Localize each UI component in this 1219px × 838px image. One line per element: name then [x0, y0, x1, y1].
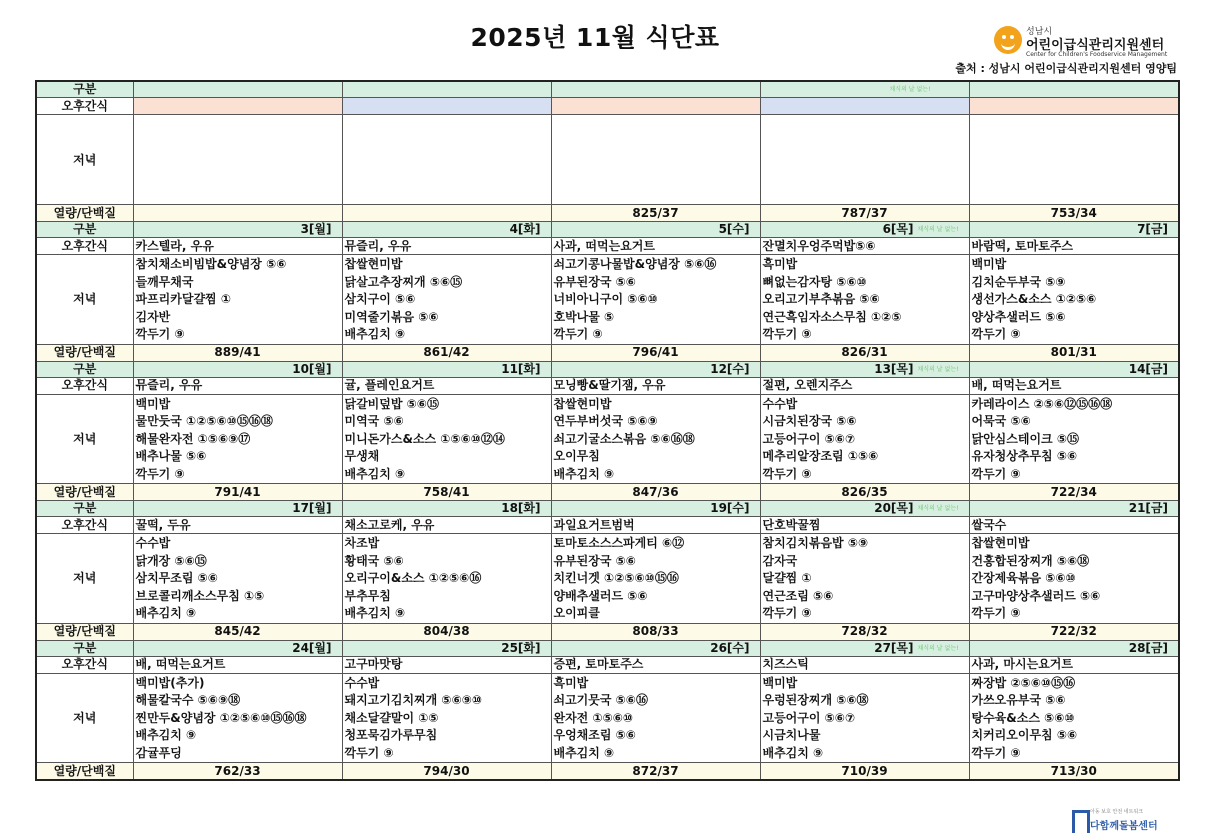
- menu-item: 깍두기 ⑨: [553, 327, 603, 341]
- menu-item: 고등어구이 ⑤⑥⑦: [762, 710, 856, 725]
- nutrition-cell: [342, 205, 551, 222]
- menu-item: 닭개장 ⑤⑥⑮: [135, 553, 207, 568]
- day-header: [760, 640, 969, 656]
- day-label: 12[수]: [710, 361, 750, 376]
- menu-item: 들깨무채국: [135, 274, 194, 289]
- nutrition-cell: 826/31: [760, 344, 969, 361]
- menu-item: 김자반: [135, 309, 171, 324]
- logo-name: 어린이급식관리지원센터: [1026, 38, 1165, 53]
- menu-item: 연근흑임자소스무침 ①②⑤: [762, 309, 902, 324]
- day-header: [969, 222, 1179, 238]
- smile-logo-icon: [994, 26, 1022, 54]
- menu-item: 유부된장국 ⑤⑥: [553, 553, 636, 568]
- menu-item: 우엉채조림 ⑤⑥: [553, 728, 636, 742]
- nutrition-row: [36, 484, 1179, 501]
- menu-item: 배추김치 ⑨: [135, 728, 197, 742]
- day-label: 13[목]: [874, 361, 914, 376]
- day-label: 24[월]: [292, 640, 332, 655]
- snack-cell: 뮤즐리, 우유: [342, 238, 551, 255]
- vegetarian-badge: 채식의 날 없는!: [889, 86, 931, 93]
- footer-name: 다함께돌봄센터: [1090, 821, 1158, 832]
- row-label-header: 구분: [36, 361, 133, 377]
- snack-row: [36, 517, 1179, 534]
- menu-item: 백미밥(추가): [135, 675, 205, 690]
- care-center-icon: [1072, 810, 1090, 833]
- footer-logo: [1072, 808, 1162, 832]
- logo-english: Center for Children's Foodservice Management: [1026, 51, 1168, 58]
- snack-cell: 치즈스틱: [760, 656, 969, 673]
- dinner-row: [36, 115, 1179, 205]
- snack-cell: 증편, 토마토주스: [551, 656, 760, 673]
- day-label: 25[화]: [501, 640, 541, 655]
- menu-item: 배추김치 ⑨: [344, 327, 406, 341]
- dinner-cell: [969, 534, 1179, 624]
- menu-item: 파프리카달걀찜 ①: [135, 292, 231, 306]
- day-header: [342, 81, 551, 98]
- day-header: [969, 361, 1179, 377]
- day-label: 10[월]: [292, 361, 332, 376]
- header-row: [36, 640, 1179, 656]
- day-label: 20[목]: [874, 501, 914, 515]
- snack-cell: 과일요거트범벅: [551, 517, 760, 534]
- menu-item: 깍두기 ⑨: [762, 327, 812, 341]
- day-header: [760, 81, 969, 98]
- day-header: [760, 361, 969, 377]
- day-header: [342, 222, 551, 238]
- menu-item: 흑미밥: [553, 675, 589, 690]
- menu-item: 닭안심스테이크 ⑤⑮: [971, 431, 1079, 446]
- header-row: [36, 501, 1179, 517]
- dinner-cell: [760, 255, 969, 345]
- day-header: [551, 81, 760, 98]
- menu-item: 해물칼국수 ⑤⑥⑨⑱: [135, 693, 241, 707]
- row-label-nutrition: 열량/단백질: [36, 763, 133, 781]
- day-header: [133, 81, 342, 98]
- menu-item: 미역국 ⑤⑥: [344, 414, 404, 428]
- day-label: 17[월]: [292, 501, 332, 515]
- dinner-cell: [760, 115, 969, 205]
- snack-cell: 사과, 마시는요거트: [969, 656, 1179, 673]
- menu-item: 해물완자전 ①⑤⑥⑨⑰: [135, 431, 251, 446]
- vegetarian-badge: 채식의 날 없는!: [917, 644, 959, 652]
- menu-item: 깍두기 ⑨: [971, 466, 1021, 481]
- day-header: [760, 501, 969, 517]
- menu-item: 수수밥: [344, 675, 380, 690]
- menu-item: 청포묵김가루무침: [344, 728, 438, 742]
- menu-item: 가쓰오유부국 ⑤⑥: [971, 693, 1066, 707]
- dinner-cell: [760, 394, 969, 484]
- snack-row: [36, 377, 1179, 394]
- day-label: 7[금]: [1137, 222, 1168, 236]
- dinner-cell: [342, 534, 551, 624]
- nutrition-cell: 710/39: [760, 763, 969, 781]
- day-header: [551, 640, 760, 656]
- nutrition-cell: 762/33: [133, 763, 342, 781]
- menu-item: 건홍합된장찌개 ⑤⑥⑱: [971, 553, 1090, 568]
- day-header: [342, 361, 551, 377]
- day-header: [760, 222, 969, 238]
- menu-item: 토마토소스스파게티 ⑥⑫: [553, 536, 685, 550]
- menu-item: 오이피클: [553, 606, 600, 620]
- vegetarian-badge: 채식의 날 없는!: [917, 365, 959, 373]
- vegetarian-badge: 채식의 날 없는!: [917, 505, 959, 512]
- snack-cell: 고구마맛탕: [342, 656, 551, 673]
- menu-item: 차조밥: [344, 536, 380, 550]
- day-label: 27[목]: [874, 640, 914, 655]
- row-label-dinner: 저녁: [36, 115, 133, 205]
- menu-item: 쇠고기뭇국 ⑤⑥⑯: [553, 693, 648, 707]
- menu-item: 백미밥: [135, 396, 171, 411]
- header-row: [36, 222, 1179, 238]
- day-label: 3[월]: [300, 222, 332, 236]
- dinner-cell: [551, 115, 760, 205]
- day-label: 14[금]: [1128, 361, 1168, 376]
- dinner-cell: [342, 115, 551, 205]
- menu-item: 유부된장국 ⑤⑥: [553, 274, 636, 289]
- day-header: [133, 222, 342, 238]
- menu-item: 백미밥: [971, 257, 1007, 271]
- center-logo: [994, 24, 1184, 58]
- menu-item: 미니돈가스&소스 ①⑤⑥⑩⑫⑭: [344, 431, 505, 446]
- snack-cell: 단호박꿀찜: [760, 517, 969, 534]
- nutrition-cell: 845/42: [133, 623, 342, 640]
- row-label-snack: 오후간식: [36, 517, 133, 534]
- menu-item: 완자전 ①⑤⑥⑩: [553, 710, 634, 725]
- menu-item: 고등어구이 ⑤⑥⑦: [762, 431, 856, 446]
- dinner-cell: [133, 255, 342, 345]
- nutrition-cell: 787/37: [760, 205, 969, 222]
- nutrition-cell: 825/37: [551, 205, 760, 222]
- snack-cell: 배, 떠먹는요거트: [133, 656, 342, 673]
- menu-item: 배추김치 ⑨: [553, 466, 615, 481]
- menu-item: 연두부버섯국 ⑤⑥⑨: [553, 414, 658, 428]
- menu-item: 깍두기 ⑨: [135, 327, 185, 341]
- day-header: [551, 361, 760, 377]
- dinner-row: [36, 673, 1179, 763]
- menu-item: 브로콜리깨소스무침 ①⑤: [135, 588, 265, 603]
- menu-item: 카레라이스 ②⑤⑥⑫⑮⑯⑱: [971, 396, 1113, 411]
- dinner-cell: [342, 673, 551, 763]
- menu-item: 황태국 ⑤⑥: [344, 553, 404, 568]
- snack-cell: 쌀국수: [969, 517, 1179, 534]
- menu-item: 달걀찜 ①: [762, 571, 812, 585]
- nutrition-row: [36, 344, 1179, 361]
- nutrition-cell: 889/41: [133, 344, 342, 361]
- menu-item: 배추김치 ⑨: [344, 466, 406, 481]
- menu-item: 짜장밥 ②⑤⑥⑩⑮⑯: [971, 675, 1076, 690]
- day-header: [133, 501, 342, 517]
- row-label-snack: 오후간식: [36, 377, 133, 394]
- day-header: [969, 81, 1179, 98]
- day-label: 21[금]: [1128, 501, 1168, 515]
- menu-item: 배추김치 ⑨: [344, 606, 406, 620]
- snack-cell: 카스텔라, 우유: [133, 238, 342, 255]
- snack-cell: [969, 98, 1179, 115]
- row-label-nutrition: 열량/단백질: [36, 205, 133, 222]
- row-label-dinner: 저녁: [36, 673, 133, 763]
- menu-item: 뼈없는감자탕 ⑤⑥⑩: [762, 274, 867, 289]
- snack-cell: 꿀떡, 두유: [133, 517, 342, 534]
- day-label: 5[수]: [718, 222, 750, 236]
- snack-row: [36, 656, 1179, 673]
- row-label-snack: 오후간식: [36, 238, 133, 255]
- logo-city: 성남시: [1026, 27, 1053, 37]
- row-label-nutrition: 열량/단백질: [36, 623, 133, 640]
- dinner-cell: [551, 673, 760, 763]
- snack-cell: 배, 떠먹는요거트: [969, 377, 1179, 394]
- nutrition-cell: 722/32: [969, 623, 1179, 640]
- snack-cell: [551, 98, 760, 115]
- dinner-row: [36, 534, 1179, 624]
- dinner-cell: [969, 673, 1179, 763]
- nutrition-cell: [133, 205, 342, 222]
- row-label-header: 구분: [36, 222, 133, 238]
- menu-item: 삼치무조림 ⑤⑥: [135, 571, 218, 585]
- menu-item: 물만둣국 ①②⑤⑥⑩⑮⑯⑱: [135, 414, 273, 428]
- day-label: 4[화]: [509, 222, 541, 236]
- nutrition-cell: 826/35: [760, 484, 969, 501]
- menu-item: 연근조림 ⑤⑥: [762, 588, 834, 603]
- menu-item: 우렁된장찌개 ⑤⑥⑱: [762, 693, 869, 707]
- row-label-snack: 오후간식: [36, 656, 133, 673]
- dinner-cell: [133, 394, 342, 484]
- dinner-cell: [133, 115, 342, 205]
- nutrition-cell: 796/41: [551, 344, 760, 361]
- menu-item: 오이무침: [553, 449, 600, 463]
- day-header: [551, 222, 760, 238]
- menu-item: 깍두기 ⑨: [762, 606, 812, 620]
- snack-cell: [133, 98, 342, 115]
- day-label: 18[화]: [501, 501, 541, 515]
- menu-item: 양배추샐러드 ⑤⑥: [553, 588, 648, 603]
- snack-row: [36, 98, 1179, 115]
- snack-cell: 뮤즐리, 우유: [133, 377, 342, 394]
- menu-item: 고구마양상추샐러드 ⑤⑥: [971, 588, 1101, 603]
- dinner-cell: [342, 394, 551, 484]
- menu-item: 참치김치볶음밥 ⑤⑨: [762, 536, 869, 550]
- page-title: 2025년 11월 식단표: [470, 23, 720, 52]
- menu-item: 호박나물 ⑤: [553, 309, 615, 324]
- nutrition-row: [36, 623, 1179, 640]
- menu-item: 닭살고추장찌개 ⑤⑥⑮: [344, 274, 463, 289]
- menu-item: 깍두기 ⑨: [344, 745, 394, 760]
- menu-item: 찹쌀현미밥: [971, 536, 1030, 550]
- menu-item: 깍두기 ⑨: [135, 466, 185, 481]
- menu-item: 흑미밥: [762, 257, 798, 271]
- menu-item: 삼치구이 ⑤⑥: [344, 292, 416, 306]
- dinner-cell: [551, 534, 760, 624]
- nutrition-cell: 794/30: [342, 763, 551, 781]
- menu-item: 수수밥: [762, 396, 798, 411]
- nutrition-cell: 728/32: [760, 623, 969, 640]
- nutrition-cell: 872/37: [551, 763, 760, 781]
- menu-item: 오리고기부추볶음 ⑤⑥: [762, 292, 880, 306]
- row-label-header: 구분: [36, 81, 133, 98]
- menu-item: 감자국: [762, 553, 798, 568]
- menu-item: 찹쌀현미밥: [553, 396, 612, 411]
- day-label: 28[금]: [1128, 640, 1168, 655]
- dinner-cell: [342, 255, 551, 345]
- menu-item: 배추김치 ⑨: [553, 745, 615, 760]
- menu-item: 참치채소비빔밥&양념장 ⑤⑥: [135, 257, 287, 271]
- menu-item: 쇠고기콩나물밥&양념장 ⑤⑥⑯: [553, 257, 717, 271]
- menu-item: 김치순두부국 ⑤⑨: [971, 274, 1066, 289]
- menu-item: 유자청상추무침 ⑤⑥: [971, 449, 1078, 463]
- snack-cell: 잔멸치우엉주먹밥⑤⑥: [760, 238, 969, 255]
- menu-item: 시금치된장국 ⑤⑥: [762, 414, 857, 428]
- menu-item: 배추김치 ⑨: [135, 606, 197, 620]
- row-label-header: 구분: [36, 640, 133, 656]
- menu-item: 생선가스&소스 ①②⑤⑥: [971, 292, 1097, 306]
- menu-item: 탕수육&소스 ⑤⑥⑩: [971, 710, 1075, 725]
- day-header: [551, 501, 760, 517]
- menu-item: 닭갈비덮밥 ⑤⑥⑮: [344, 396, 439, 411]
- row-label-nutrition: 열량/단백질: [36, 484, 133, 501]
- menu-item: 너비아니구이 ⑤⑥⑩: [553, 292, 658, 306]
- nutrition-cell: 713/30: [969, 763, 1179, 781]
- nutrition-cell: 808/33: [551, 623, 760, 640]
- nutrition-cell: 758/41: [342, 484, 551, 501]
- header-row: [36, 81, 1179, 98]
- dinner-cell: [133, 673, 342, 763]
- day-header: [342, 640, 551, 656]
- menu-item: 오리구이&소스 ①②⑤⑥⑯: [344, 571, 482, 585]
- menu-item: 깍두기 ⑨: [971, 745, 1021, 760]
- dinner-cell: [969, 115, 1179, 205]
- snack-row: [36, 238, 1179, 255]
- dinner-cell: [969, 394, 1179, 484]
- menu-item: 미역줄기볶음 ⑤⑥: [344, 309, 439, 324]
- day-label: 6[목]: [882, 222, 914, 236]
- day-label: 11[화]: [501, 361, 541, 376]
- row-label-dinner: 저녁: [36, 255, 133, 345]
- menu-item: 메추리알장조림 ①⑤⑥: [762, 449, 879, 463]
- menu-item: 치커리오이무침 ⑤⑥: [971, 728, 1078, 742]
- menu-item: 양상추샐러드 ⑤⑥: [971, 309, 1066, 324]
- day-header: [133, 361, 342, 377]
- day-header: [969, 501, 1179, 517]
- nutrition-cell: 847/36: [551, 484, 760, 501]
- menu-item: 부추무침: [344, 588, 391, 603]
- dinner-cell: [969, 255, 1179, 345]
- menu-item: 깍두기 ⑨: [971, 327, 1021, 341]
- menu-item: 쇠고기굴소스볶음 ⑤⑥⑯⑱: [553, 431, 695, 446]
- nutrition-cell: 791/41: [133, 484, 342, 501]
- day-label: 19[수]: [710, 501, 750, 515]
- nutrition-cell: 722/34: [969, 484, 1179, 501]
- snack-cell: [342, 98, 551, 115]
- snack-cell: [760, 98, 969, 115]
- row-label-header: 구분: [36, 501, 133, 517]
- day-header: [342, 501, 551, 517]
- menu-item: 배추나물 ⑤⑥: [135, 449, 207, 463]
- dinner-cell: [133, 534, 342, 624]
- vegetarian-badge: 채식의 날 없는!: [917, 226, 959, 233]
- source-note: 출처 : 성남시 어린이급식관리지원센터 영양팀: [955, 62, 1177, 75]
- row-label-snack: 오후간식: [36, 98, 133, 115]
- row-label-dinner: 저녁: [36, 394, 133, 484]
- menu-item: 시금치나물: [762, 728, 821, 742]
- menu-item: 치킨너겟 ①②⑤⑥⑩⑮⑯: [553, 571, 679, 585]
- menu-item: 찐만두&양념장 ①②⑤⑥⑩⑮⑯⑱: [135, 710, 307, 725]
- nutrition-cell: 801/31: [969, 344, 1179, 361]
- day-label: 26[수]: [710, 640, 750, 655]
- menu-item: 찹쌀현미밥: [344, 257, 403, 271]
- nutrition-row: [36, 205, 1179, 222]
- dinner-row: [36, 255, 1179, 345]
- menu-item: 돼지고기김치찌개 ⑤⑥⑨⑩: [344, 693, 483, 707]
- menu-item: 간장제육볶음 ⑤⑥⑩: [971, 571, 1076, 585]
- menu-item: 무생채: [344, 449, 380, 463]
- menu-item: 수수밥: [135, 536, 171, 550]
- menu-item: 깍두기 ⑨: [762, 466, 812, 481]
- dinner-cell: [551, 255, 760, 345]
- row-label-nutrition: 열량/단백질: [36, 344, 133, 361]
- day-header: [969, 640, 1179, 656]
- snack-cell: 채소고로케, 우유: [342, 517, 551, 534]
- snack-cell: 절편, 오렌지주스: [760, 377, 969, 394]
- nutrition-cell: 753/34: [969, 205, 1179, 222]
- nutrition-row: [36, 763, 1179, 781]
- row-label-dinner: 저녁: [36, 534, 133, 624]
- menu-item: 백미밥: [762, 675, 798, 690]
- menu-item: 채소달걀말이 ①⑤: [344, 710, 439, 725]
- nutrition-cell: 804/38: [342, 623, 551, 640]
- snack-cell: 사과, 떠먹는요거트: [551, 238, 760, 255]
- snack-cell: 모닝빵&딸기잼, 우유: [551, 377, 760, 394]
- menu-item: 배추김치 ⑨: [762, 745, 824, 760]
- day-header: [133, 640, 342, 656]
- dinner-row: [36, 394, 1179, 484]
- menu-item: 감귤푸딩: [135, 745, 182, 760]
- menu-item: 깍두기 ⑨: [971, 606, 1021, 620]
- menu-table: [35, 80, 1180, 781]
- menu-item: 어묵국 ⑤⑥: [971, 414, 1031, 428]
- dinner-cell: [551, 394, 760, 484]
- snack-cell: 귤, 플레인요거트: [342, 377, 551, 394]
- snack-cell: 바람떡, 토마토주스: [969, 238, 1179, 255]
- dinner-cell: [760, 673, 969, 763]
- dinner-cell: [760, 534, 969, 624]
- header-row: [36, 361, 1179, 377]
- footer-tag: 아동 보호 안전 네트워크: [1090, 809, 1144, 815]
- nutrition-cell: 861/42: [342, 344, 551, 361]
